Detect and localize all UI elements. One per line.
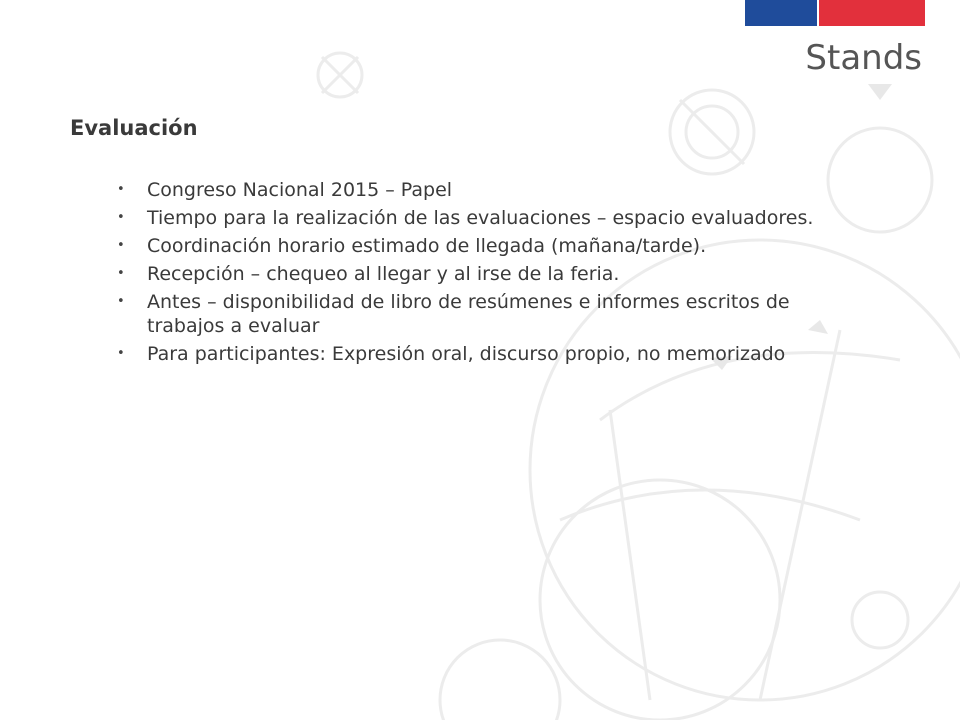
bullet-item — [112, 178, 847, 202]
bullet-text: Congreso Nacional 2015 – Papel — [147, 179, 453, 201]
section-heading: Evaluación — [70, 116, 198, 140]
bullet-dot-icon: • — [117, 266, 125, 281]
bullet-text: Coordinación horario estimado de llegada (mañana/tarde). — [147, 235, 707, 257]
bullet-text: Tiempo para la realización de las evaluaciones – espacio evaluadores. — [147, 207, 814, 229]
bullet-item — [112, 234, 847, 258]
slide-title: Stands — [805, 38, 922, 78]
bullet-dot-icon: • — [117, 346, 125, 361]
bullet-item — [112, 262, 847, 286]
bullet-dot-icon: • — [117, 182, 125, 197]
flag-red-bar — [819, 0, 925, 26]
bullet-item — [112, 206, 847, 230]
bullet-text: Para participantes: Expresión oral, discurso propio, no memorizado — [147, 343, 786, 365]
bullet-item — [112, 290, 847, 338]
flag-blue-bar — [745, 0, 817, 26]
bullet-dot-icon: • — [117, 210, 125, 225]
bullet-list — [112, 178, 847, 370]
bullet-dot-icon: • — [117, 294, 125, 309]
bullet-text: Recepción – chequeo al llegar y al irse de la feria. — [147, 263, 620, 285]
bullet-dot-icon: • — [117, 238, 125, 253]
bullet-item — [112, 342, 847, 366]
bullet-text: Antes – disponibilidad de libro de resúmenes e informes escritos de trabajos a evaluar — [147, 291, 790, 337]
